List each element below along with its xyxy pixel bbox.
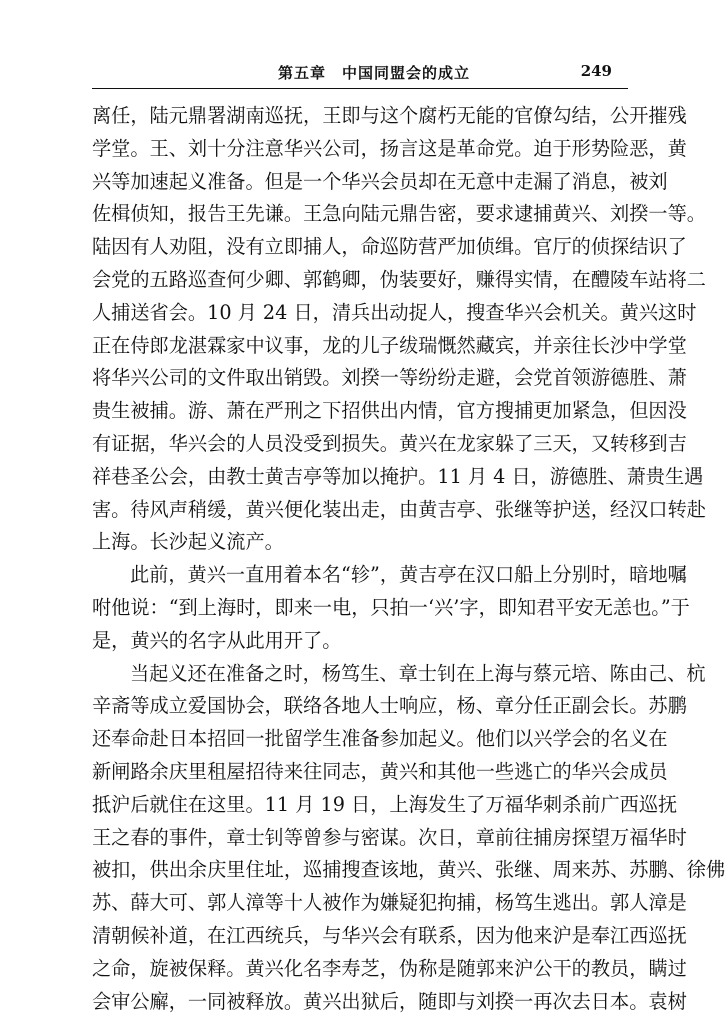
text-line: 会党的五路巡查何少卿、郭鹤卿，伪装要好，赚得实情，在醴陵车站将二 — [92, 267, 706, 291]
page-number: 249 — [580, 62, 612, 80]
text-line: 是，黄兴的名字从此用开了。 — [92, 628, 342, 652]
chapter-title: 第五章 中国同盟会的成立 — [278, 64, 471, 82]
text-line: 清朝候补道，在江西统兵，与华兴会有联系，因为他来沪是奉江西巡抚 — [92, 923, 687, 947]
text-line: 新闸路余庆里租屋招待来往同志，黄兴和其他一些逃亡的华兴会成员 — [92, 759, 668, 783]
text-line: 之命，旋被保释。黄兴化名李寿芝，伪称是随郭来沪公干的教员，瞒过 — [92, 956, 687, 980]
text-line: 正在侍郎龙湛霖家中议事，龙的儿子绂瑞慨然藏宾，并亲往长沙中学堂 — [92, 333, 687, 357]
paragraph-1 — [92, 100, 706, 559]
text-line: 还奉命赴日本招回一批留学生准备参加起义。他们以兴学会的名义在 — [92, 727, 668, 751]
text-line: 咐他说：“到上海时，即来一电，只拍一‘兴’字，即知君平安无恙也。”于 — [92, 595, 690, 619]
running-header — [92, 60, 612, 88]
text-line: 当起义还在准备之时，杨笃生、章士钊在上海与蔡元培、陈由己、杭 — [130, 661, 706, 685]
text-line: 王之春的事件，章士钊等曾参与密谋。次日，章前往捕房探望万福华时 — [92, 825, 687, 849]
text-line: 兴等加速起义准备。但是一个华兴会员却在无意中走漏了消息，被刘 — [92, 169, 668, 193]
text-line: 上海。长沙起义流产。 — [92, 530, 284, 554]
text-line: 抵沪后就住在这里。11 月 19 日，上海发生了万福华刺杀前广西巡抚 — [92, 792, 678, 816]
text-line: 此前，黄兴一直用着本名“轸”，黄吉亭在汉口船上分别时，暗地嘱 — [130, 563, 687, 587]
text-line: 害。待风声稍缓，黄兴便化装出走，由黄吉亭、张继等护送，经汉口转赴 — [92, 497, 706, 521]
text-line: 学堂。王、刘十分注意华兴公司，扬言这是革命党。迫于形势险恶，黄 — [92, 136, 687, 160]
text-line: 佐楫侦知，报告王先谦。王急向陆元鼎告密，要求逮捕黄兴、刘揆一等。 — [92, 202, 706, 226]
paragraph-3 — [92, 658, 725, 1018]
text-line: 贵生被捕。游、萧在严刑之下招供出内情，官方搜捕更加紧急，但因没 — [92, 399, 687, 423]
text-line: 被扣，供出余庆里住址，巡捕搜查该地，黄兴、张继、周来苏、苏鹏、徐佛 — [92, 858, 725, 882]
text-line: 陆因有人劝阻，没有立即捕人，命巡防营严加侦缉。官厅的侦探结识了 — [92, 235, 687, 259]
text-line: 离任，陆元鼎署湖南巡抚，王即与这个腐朽无能的官僚勾结，公开摧残 — [92, 104, 687, 127]
text-line: 苏、薛大可、郭人漳等十人被作为嫌疑犯拘捕，杨笃生逃出。郭人漳是 — [92, 891, 687, 915]
text-line: 人捕送省会。10 月 24 日，清兵出动捉人，搜查华兴会机关。黄兴这时 — [92, 300, 697, 324]
body-text — [92, 100, 725, 1018]
paragraph-2 — [92, 559, 690, 657]
text-line: 将华兴公司的文件取出销毁。刘揆一等纷纷走避，会党首领游德胜、萧 — [92, 366, 687, 390]
header-rule — [92, 88, 628, 89]
text-line: 有证据，华兴会的人员没受到损失。黄兴在龙家躲了三天，又转移到吉 — [92, 431, 687, 455]
text-line: 会审公廨，一同被释放。黄兴出狱后，随即与刘揆一再次去日本。袁树 — [92, 989, 687, 1013]
text-line: 祥巷圣公会，由教士黄吉亭等加以掩护。11 月 4 日，游德胜、萧贵生遇 — [92, 464, 704, 488]
text-line: 辛斋等成立爱国协会，联络各地人士响应，杨、章分任正副会长。苏鹏 — [92, 694, 687, 718]
